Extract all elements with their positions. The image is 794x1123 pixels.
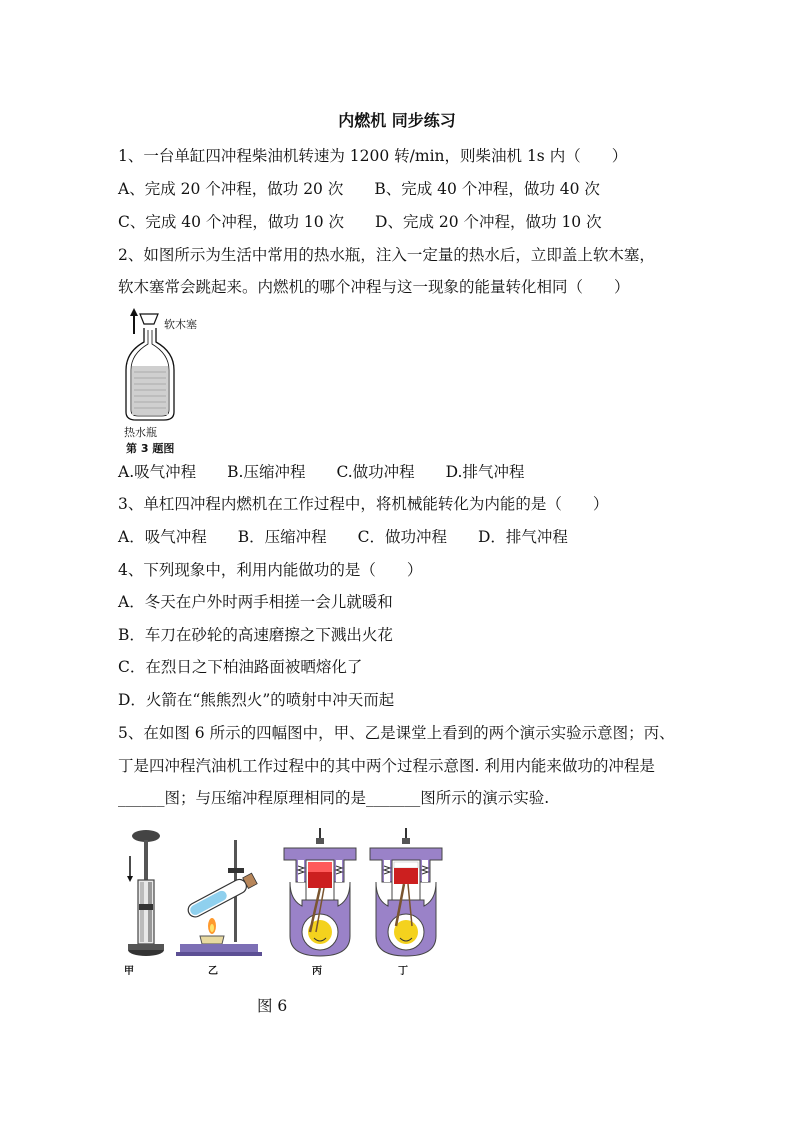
figure-caption-q5: 图 6 <box>257 997 288 1015</box>
q5-stem-line2: 丁是四冲程汽油机工作过程中的其中两个过程示意图. 利用内能来做功的冲程是 <box>118 757 655 775</box>
engine-stroke-illustration-bing <box>280 826 360 966</box>
q1-options-row2: C、完成 40 个冲程，做功 10 次 D、完成 20 个冲程，做功 10 次 <box>118 213 602 231</box>
q4-stem: 4、下列现象中，利用内能做功的是（ ） <box>118 561 423 579</box>
label-yi: 乙 <box>208 966 218 977</box>
test-tube-illustration <box>176 840 268 964</box>
q2-stem-line2: 软木塞常会跳起来。内燃机的哪个冲程与这一现象的能量转化相同（ ） <box>118 278 630 296</box>
hot-water <box>132 366 168 415</box>
q4-option-b: B．车刀在砂轮的高速磨擦之下溅出火花 <box>118 626 393 644</box>
bottle-label: 热水瓶 <box>124 426 157 439</box>
label-ding: 丁 <box>398 966 408 977</box>
label-bing: 丙 <box>312 966 322 977</box>
figure-yi <box>176 840 268 976</box>
q3-stem: 3、单杠四冲程内燃机在工作过程中，将机械能转化为内能的是（ ） <box>118 495 609 513</box>
q4-option-d: D．火箭在“熊熊烈火”的喷射中冲天而起 <box>118 691 395 709</box>
q1-stem: 1、一台单缸四冲程柴油机转速为 1200 转/min，则柴油机 1s 内（ ） <box>118 147 628 165</box>
figure-caption-q2: 第 3 题图 <box>126 442 175 455</box>
cork-label: 软木塞 <box>164 318 197 331</box>
q4-option-c: C．在烈日之下柏油路面被晒熔化了 <box>118 658 363 676</box>
q1-options-row1: A、完成 20 个冲程，做功 20 次 B、完成 40 个冲程，做功 40 次 <box>118 180 600 198</box>
q2-stem-line1: 2、如图所示为生活中常用的热水瓶，注入一定量的热水后，立即盖上软木塞， <box>118 246 655 264</box>
thermos-figure <box>118 308 238 456</box>
q2-options: A.吸气冲程 B.压缩冲程 C.做功冲程 D.排气冲程 <box>118 463 525 481</box>
figure-bing <box>280 826 360 976</box>
engine-stroke-illustration-ding <box>366 826 446 966</box>
piston <box>308 872 332 888</box>
label-jia: 甲 <box>124 966 134 977</box>
q3-options: A．吸气冲程 B．压缩冲程 C．做功冲程 D．排气冲程 <box>118 528 568 546</box>
piston <box>394 868 418 884</box>
q5-stem-line1: 5、在如图 6 所示的四幅图中，甲、乙是课堂上看到的两个演示实验示意图；丙、 <box>118 724 675 742</box>
cork-icon <box>140 314 158 324</box>
page-title: 内燃机 同步练习 <box>338 111 456 130</box>
q4-option-a: A．冬天在户外时两手相搓一会儿就暖和 <box>118 593 393 611</box>
figure-jia <box>118 826 168 976</box>
figure-ding <box>366 826 446 976</box>
q5-stem-line3: ______图；与压缩冲程原理相同的是_______图所示的演示实验. <box>118 789 550 807</box>
fire-syringe-illustration <box>118 826 168 966</box>
